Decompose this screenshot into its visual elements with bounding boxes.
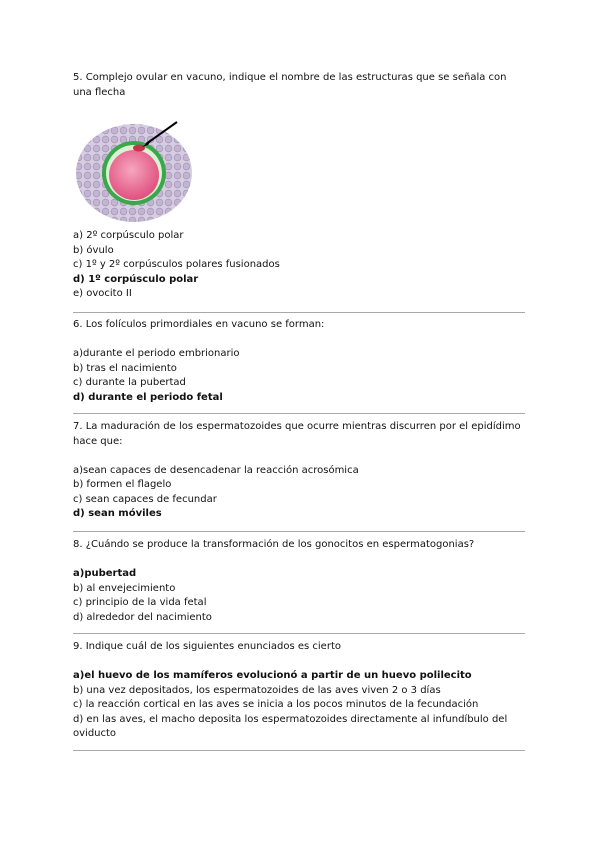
option[interactable]: c) la reacción cortical en las aves se inicia a los pocos minutos de la fecundación [73, 699, 479, 710]
option[interactable]: b) al envejecimiento [73, 582, 176, 594]
option[interactable]: a)sean capaces de desencadenar la reacción acrosómica [73, 464, 359, 476]
question-5 [73, 71, 528, 100]
option[interactable]: a)durante el periodo embrionario [73, 348, 240, 359]
option[interactable]: b) óvulo [73, 244, 114, 256]
question-8 [73, 538, 528, 625]
option[interactable]: d) en las aves, el macho deposita los espermatozoides directamente al infundíbulo del oviducto [73, 713, 508, 739]
separator [73, 633, 525, 634]
option[interactable]: c) 1º y 2º corpúsculos polares fusionados [73, 259, 280, 270]
question-8-prompt: 8. ¿Cuándo se produce la transformación de los gonocitos en espermatogonias? [73, 539, 475, 550]
separator [73, 312, 525, 313]
option[interactable]: c) principio de la vida fetal [73, 597, 207, 608]
option[interactable]: c) durante la pubertad [73, 377, 186, 388]
separator [73, 531, 525, 532]
option-correct[interactable]: d) durante el periodo fetal [73, 391, 223, 403]
option[interactable]: b) formen el flagelo [73, 479, 172, 490]
oocyte-complex-image [74, 117, 196, 223]
question-5-options [73, 229, 528, 302]
oocyte [109, 150, 159, 200]
question-6 [73, 318, 528, 405]
option[interactable]: e) ovocito II [73, 288, 132, 299]
option-correct[interactable]: d) sean móviles [73, 508, 162, 519]
polar-body [133, 145, 145, 152]
option[interactable]: b) tras el nacimiento [73, 362, 177, 374]
question-9 [73, 640, 528, 742]
option-correct[interactable]: a)el huevo de los mamíferos evolucionó a partir de un huevo polilecito [73, 670, 472, 681]
option-correct[interactable]: d) 1º corpúsculo polar [73, 273, 199, 285]
option[interactable]: c) sean capaces de fecundar [73, 493, 217, 505]
question-6-prompt: 6. Los folículos primordiales en vacuno se forman: [73, 319, 325, 330]
option[interactable]: b) una vez depositados, los espermatozoides de las aves viven 2 o 3 días [73, 684, 441, 696]
question-7 [73, 420, 528, 522]
separator [73, 413, 525, 414]
option[interactable]: d) alrededor del nacimiento [73, 611, 212, 623]
question-9-prompt: 9. Indique cuál de los siguientes enunciados es cierto [73, 641, 341, 652]
option-correct[interactable]: a)pubertad [73, 568, 137, 579]
option[interactable]: a) 2º corpúsculo polar [73, 230, 184, 241]
question-5-prompt: 5. Complejo ovular en vacuno, indique el nombre de las estructuras que se señala con una flecha [73, 72, 507, 98]
question-7-prompt: 7. La maduración de los espermatozoides que ocurre mientras discurren por el epidídimo hace que: [73, 421, 521, 447]
separator [73, 750, 525, 751]
